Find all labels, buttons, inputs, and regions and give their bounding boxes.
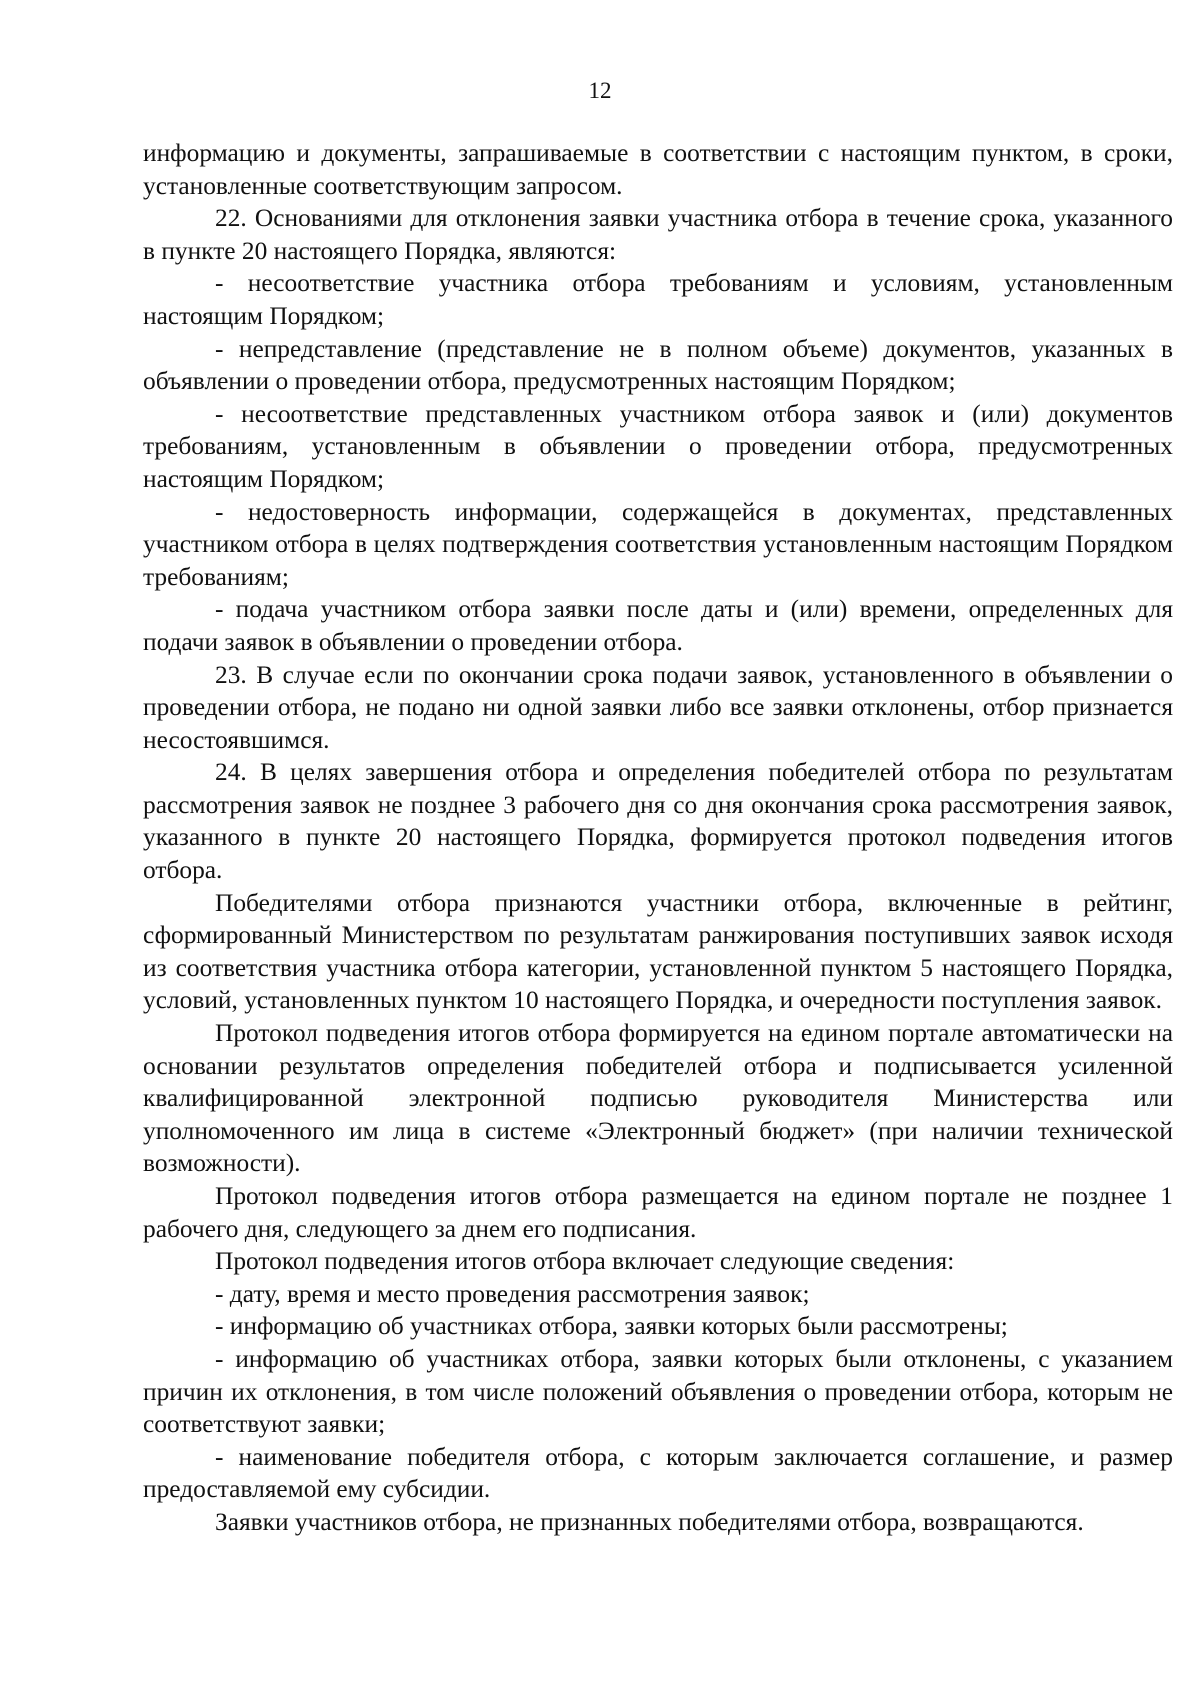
- paragraph: - дату, время и место проведения рассмотрения заявок;: [215, 1279, 810, 1308]
- paragraph: - несоответствие участника отбора требованиям и условиям, установленным настоящим Порядком;: [143, 269, 1173, 330]
- document-body: [143, 137, 1173, 1539]
- paragraph: Победителями отбора признаются участники отбора, включенные в рейтинг, сформированный Министерством по результатам ранжирования поступивших заявок исходя из соответствия участника отбора категории, установленной пунктом 5 настоящего Порядка, условий, установленных пунктом 10 настоящего Порядка, и очередности поступления заявок.: [143, 888, 1173, 1015]
- paragraph: - непредставление (представление не в полном объеме) документов, указанных в объявлении о проведении отбора, предусмотренных настоящим Порядком;: [143, 334, 1173, 396]
- paragraph: Протокол подведения итогов отбора формируется на едином портале автоматически на основании результатов определения победителей отбора и подписывается усиленной квалифицированной электронной подписью руководителя Министерства или уполномоченного им лица в системе «Электронный бюджет» (при наличии технической возможности).: [143, 1019, 1173, 1178]
- paragraph: - недостоверность информации, содержащейся в документах, представленных участником отбора в целях подтверждения соответствия установленным настоящим Порядком требованиям;: [143, 497, 1173, 591]
- paragraph: - наименование победителя отбора, с которым заключается соглашение, и размер предоставляемой ему субсидии.: [143, 1442, 1173, 1504]
- paragraph: Заявки участников отбора, не признанных победителями отбора, возвращаются.: [215, 1507, 1084, 1536]
- paragraph: - информацию об участниках отбора, заявки которых были отклонены, с указанием причин их отклонения, в том числе положений объявления о проведении отбора, которым не соответствуют заявки;: [143, 1344, 1173, 1439]
- paragraph: 24. В целях завершения отбора и определения победителей отбора по результатам рассмотрения заявок не позднее 3 рабочего дня со дня окончания срока рассмотрения заявок, указанного в пункте 20 настоящего Порядка, формируется протокол подведения итогов отбора.: [143, 758, 1173, 885]
- paragraph: - несоответствие представленных участником отбора заявок и (или) документов требованиям, установленным в объявлении о проведении отбора, предусмотренных настоящим Порядком;: [143, 399, 1173, 493]
- paragraph: Протокол подведения итогов отбора включает следующие сведения:: [215, 1247, 955, 1276]
- paragraph: Протокол подведения итогов отбора размещается на едином портале не позднее 1 рабочего дня, следующего за днем его подписания.: [143, 1182, 1173, 1243]
- paragraph: - подача участником отбора заявки после даты и (или) времени, определенных для подачи заявок в объявлении о проведении отбора.: [143, 595, 1173, 656]
- paragraph: - информацию об участниках отбора, заявки которых были рассмотрены;: [215, 1312, 1008, 1341]
- paragraph: 23. В случае если по окончании срока подачи заявок, установленного в объявлении о проведении отбора, не подано ни одной заявки либо все заявки отклонены, отбор признается несостоявшимся.: [143, 660, 1173, 754]
- paragraph: информацию и документы, запрашиваемые в соответствии с настоящим пунктом, в сроки, установленные соответствующим запросом.: [143, 139, 1173, 200]
- paragraph: 22. Основаниями для отклонения заявки участника отбора в течение срока, указанного в пункте 20 настоящего Порядка, являются:: [143, 204, 1173, 265]
- page-number: 12: [588, 78, 612, 103]
